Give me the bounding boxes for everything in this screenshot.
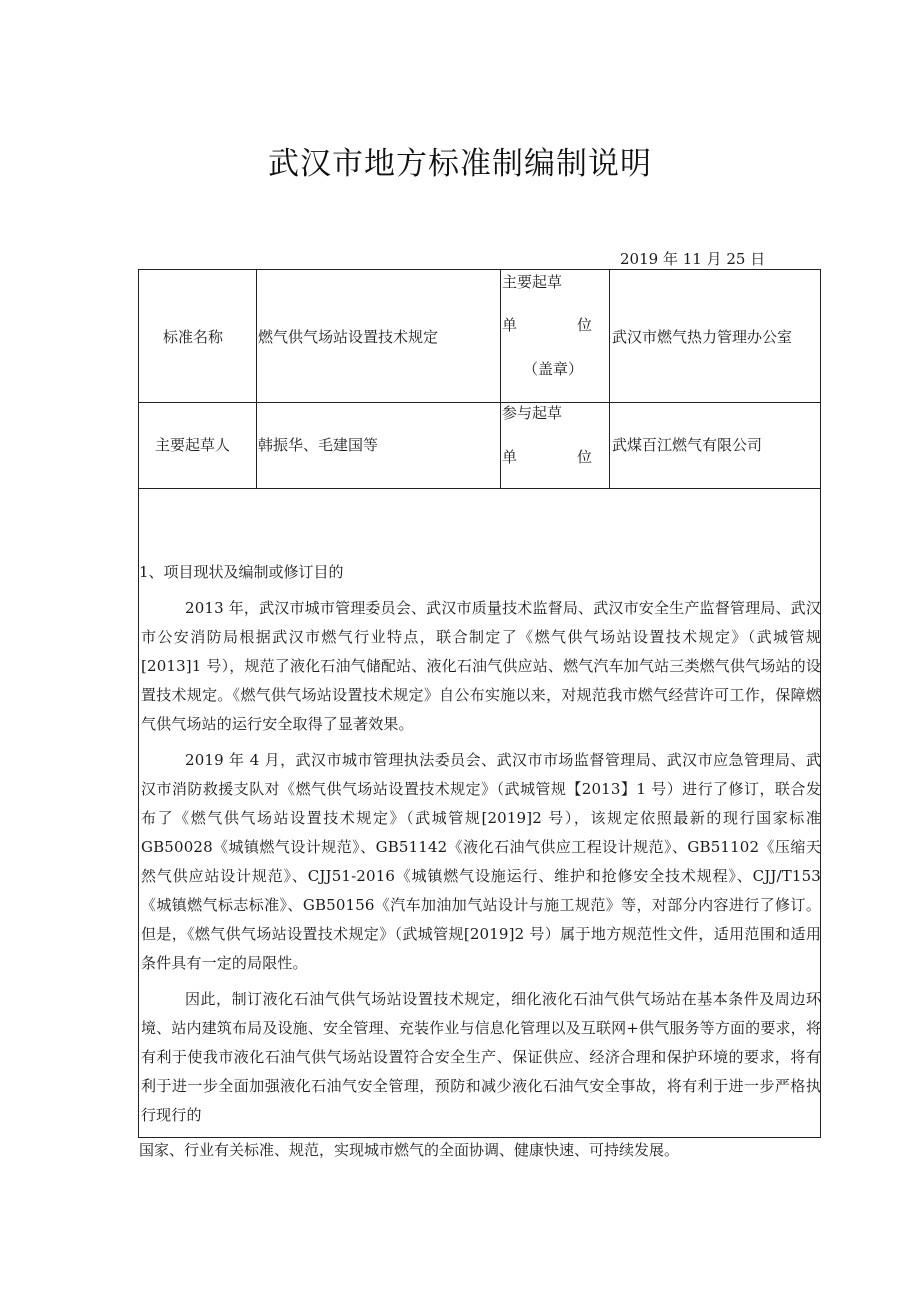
main-drafting-unit-value: 武汉市燃气热力管理办公室 — [612, 328, 793, 346]
main-drafter-label: 主要起草人 — [155, 436, 231, 454]
participating-unit-label-wei: 位 — [577, 448, 593, 466]
paragraph-1: 2013 年，武汉市城市管理委员会、武汉市质量技术监督局、武汉市安全生产监督管理局、武汉市公安消防局根据武汉市燃气行业特点，联合制定了《燃气供气场站设置技术规定》（武城管规[2013]1 号），规范了液化石油气储配站、液化石油气供应站、燃气汽车加气站三类燃气供气场站的设置技术规定。《燃气供气场站设置技术规定》自公布实施以来，对规范我市燃气经营许可工作，保障燃气供气场站的运行安全取得了显著效果。 — [141, 599, 821, 733]
main-drafting-unit-label-dan: 单 — [502, 316, 518, 334]
participating-unit-label-dan: 单 — [502, 448, 518, 466]
table-divider-row2 — [138, 488, 821, 489]
document-date: 2019 年 11 月 25 日 — [620, 250, 766, 268]
table-divider-col1 — [256, 269, 257, 488]
table-divider-row1 — [138, 402, 821, 403]
main-drafting-unit-seal-label: （盖章） — [523, 360, 584, 378]
participating-unit-value: 武煤百江燃气有限公司 — [612, 436, 763, 454]
paragraph-3: 因此，制订液化石油气供气场站设置技术规定，细化液化石油气供气场站在基本条件及周边环境、站内建筑布局及设施、安全管理、充装作业与信息化管理以及互联网+供气服务等方面的要求，将有利于使我市液化石油气供气场站设置符合安全生产、保证供应、经济合理和保护环境的要求，将有利于进一步全面加强液化石油气安全管理，预防和减少液化石油气安全事故，将有利于进一步严格执行现行的 — [141, 990, 821, 1124]
table-divider-col2 — [500, 269, 501, 488]
standard-name-label: 标准名称 — [163, 328, 224, 346]
main-drafting-unit-label-wei: 位 — [577, 316, 593, 334]
participating-unit-label-line1: 参与起草 — [502, 404, 563, 422]
table-divider-col3 — [609, 269, 610, 488]
main-drafting-unit-label-line1: 主要起草 — [502, 273, 563, 291]
main-drafter-value: 韩振华、毛建国等 — [258, 436, 379, 454]
paragraph-continuation: 国家、行业有关标准、规范，实现城市燃气的全面协调、健康快速、可持续发展。 — [139, 1141, 680, 1159]
section-heading: 1、项目现状及编制或修订目的 — [139, 563, 344, 581]
page-title: 武汉市地方标准制编制说明 — [268, 146, 652, 182]
paragraph-2: 2019 年 4 月，武汉市城市管理执法委员会、武汉市市场监督管理局、武汉市应急管理局、武汉市消防救援支队对《燃气供气场站设置技术规定》（武城管规【2013】1 号）进行了修订，联合发布了《燃气供气场站设置技术规定》（武城管规[2019]2 号），该规定依照最新的现行国家标准 GB50028《城镇燃气设计规范》、GB51142《液化石油气供应工程设计规范》、GB51102《压缩天然气供应站设计规范》、CJJ51-2016《城镇燃气设施运行、维护和抢修安全技术规程》、CJJ/T153《城镇燃气标志标准》、GB50156《汽车加油加气站设计与施工规范》等，对部分内容进行了修订。但是，《燃气供气场站设置技术规定》（武城管规[2019]2 号）属于地方规范性文件，适用范围和适用条件具有一定的局限性。 — [141, 751, 821, 972]
standard-name-value: 燃气供气场站设置技术规定 — [258, 328, 439, 346]
